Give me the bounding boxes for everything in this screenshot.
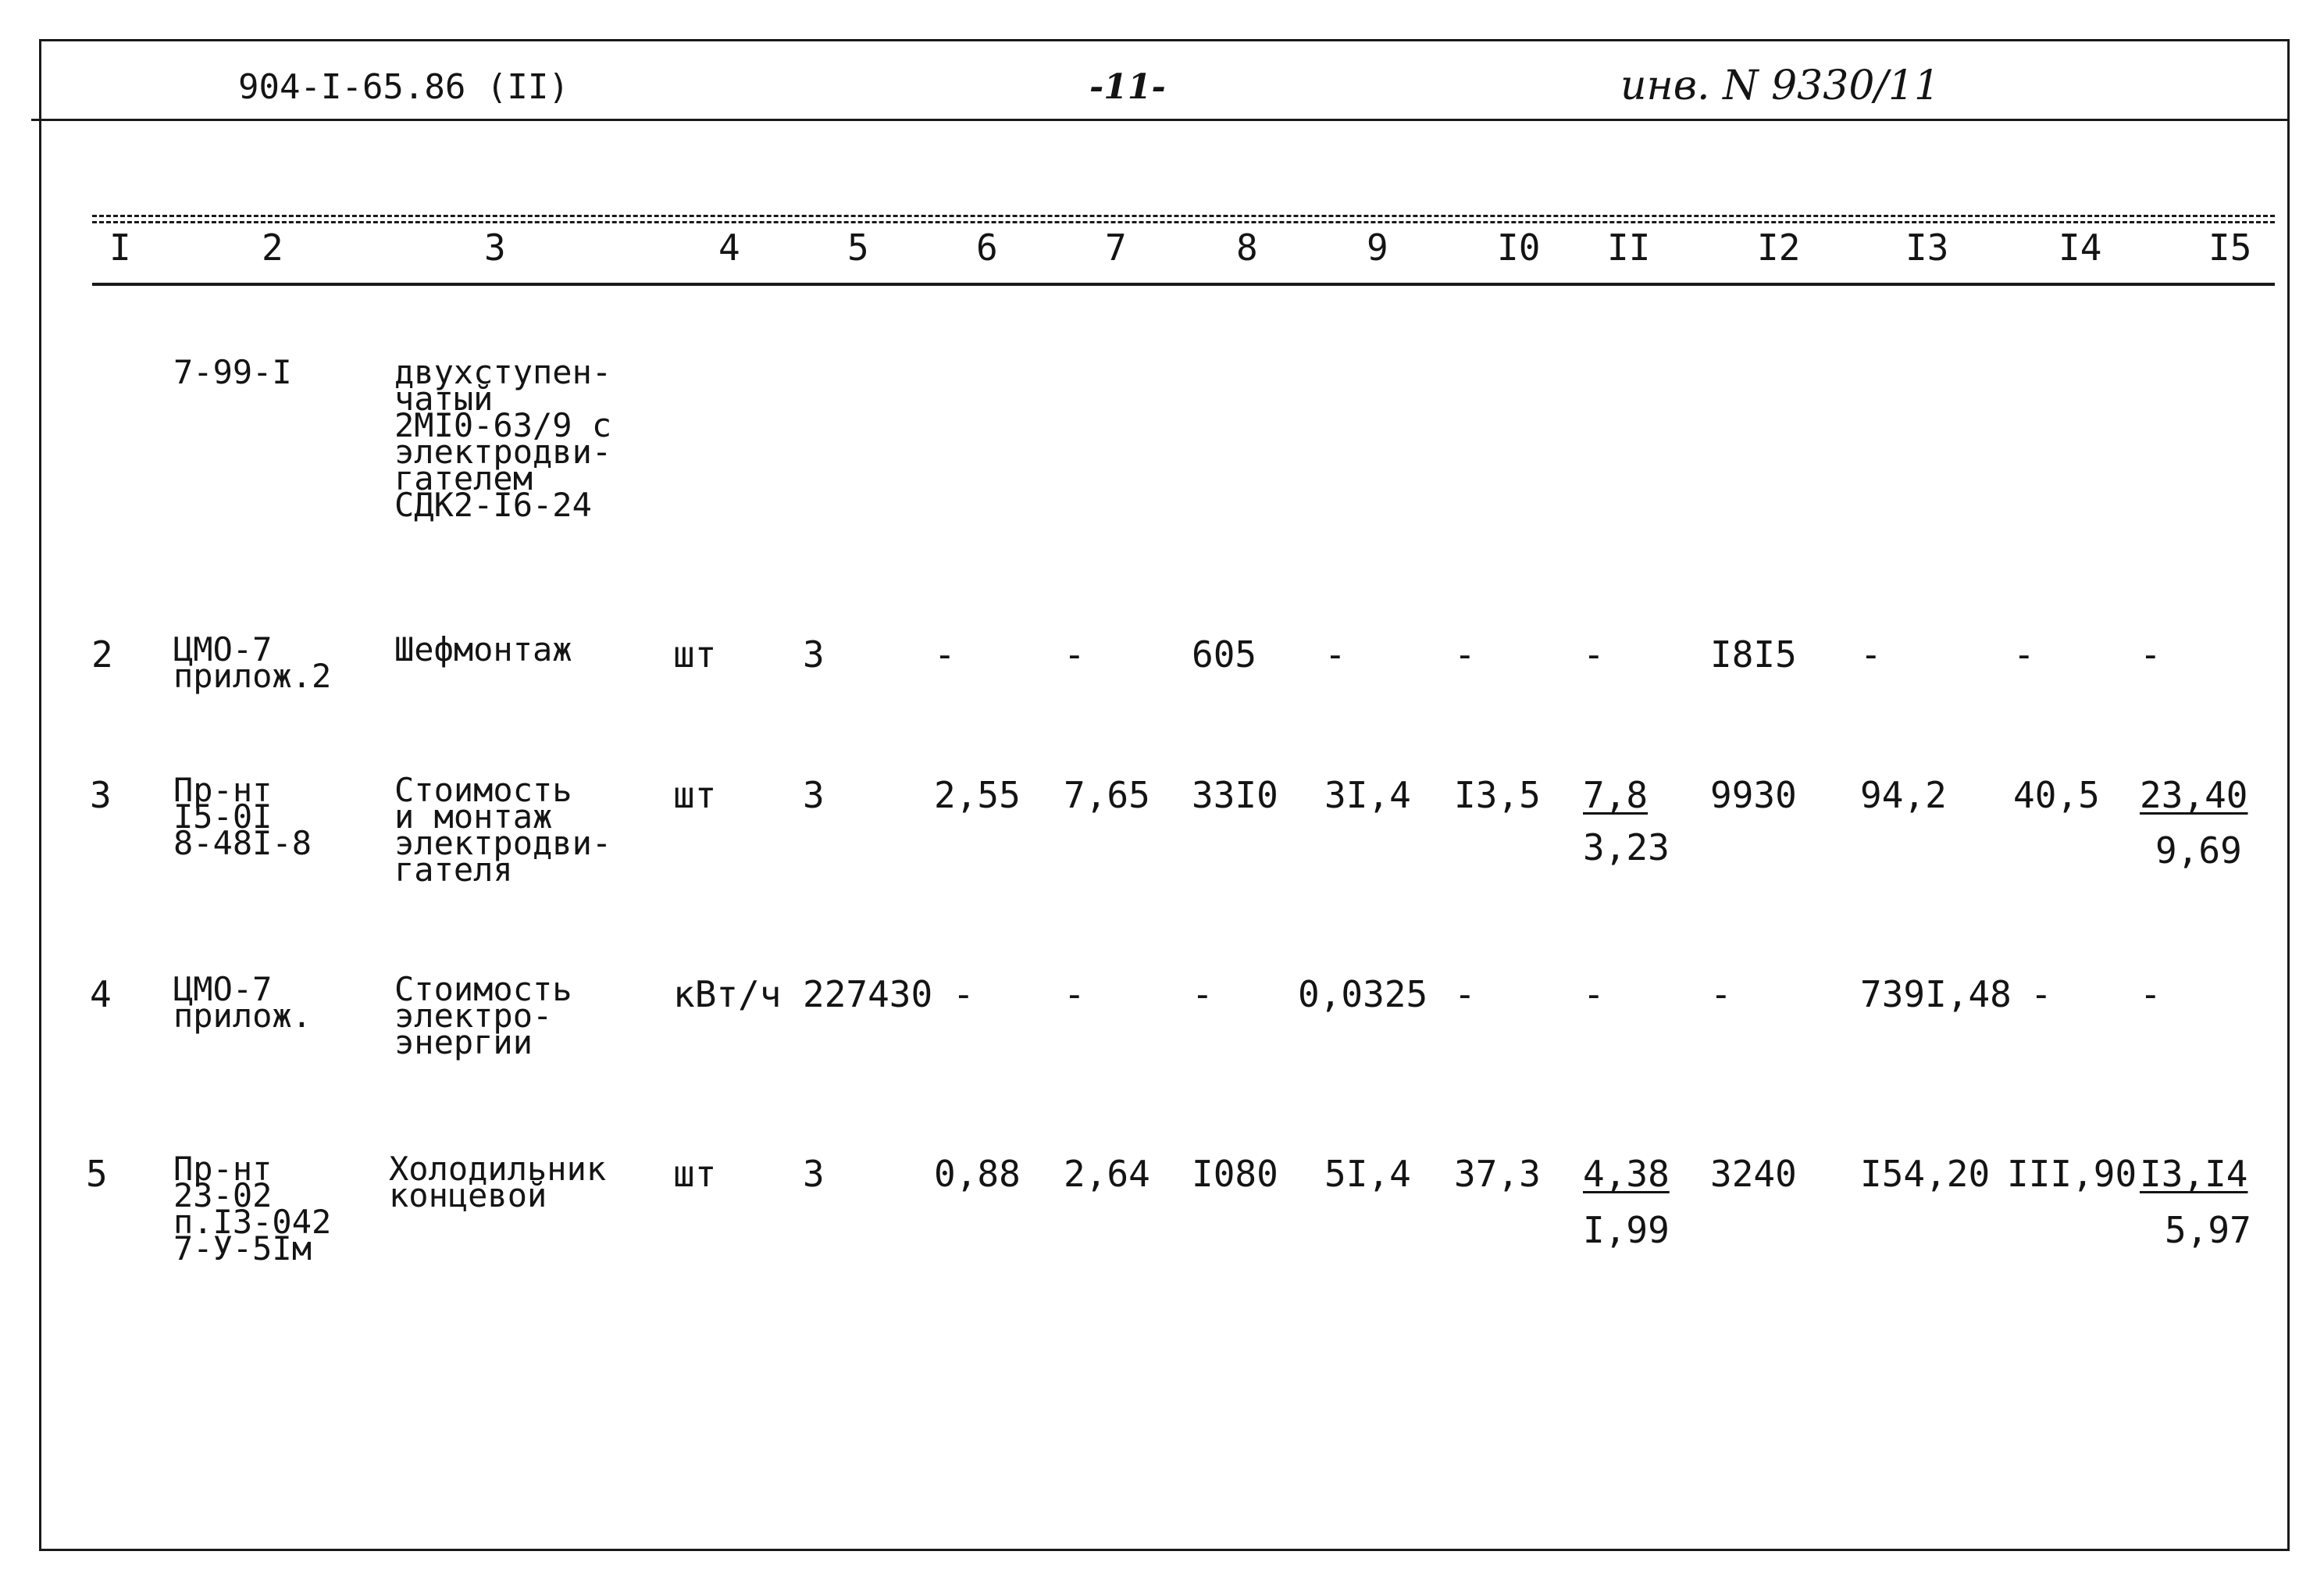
row2-col9: - <box>1324 633 1346 676</box>
table-header-rule <box>92 283 2275 286</box>
row3-col10: I3,5 <box>1454 774 1541 816</box>
row5-col14: III,90 <box>2007 1153 2137 1195</box>
column-number-3: 3 <box>484 226 506 269</box>
row2-col11: - <box>1583 633 1605 676</box>
column-number-10: I0 <box>1497 226 1541 269</box>
row2-col8: 605 <box>1192 633 1257 676</box>
row5-col15-top: I3,I4 <box>2140 1153 2248 1195</box>
row2-col10: - <box>1454 633 1476 676</box>
column-number-14: I4 <box>2058 226 2102 269</box>
row3-col8: 33I0 <box>1192 774 1278 816</box>
row4-col1: 4 <box>90 973 112 1015</box>
inventory-number: инв. N 9330/11 <box>1620 62 1941 109</box>
row4-col8: - <box>1192 973 1214 1015</box>
row2-col2: ЦМО-7 прилож.2 <box>173 630 332 695</box>
row3-col3: Стоимость и монтаж электродви- гателя <box>394 771 612 889</box>
page-number: -11- <box>1089 67 1166 107</box>
column-number-4: 4 <box>718 226 740 269</box>
column-number-9: 9 <box>1367 226 1388 269</box>
row1-col2: 7-99-I <box>173 353 292 391</box>
table-top-rule-2 <box>92 221 2275 223</box>
row4-col2: ЦМО-7 прилож. <box>173 970 312 1035</box>
column-number-7: 7 <box>1105 226 1127 269</box>
column-number-15: I5 <box>2208 226 2252 269</box>
column-number-2: 2 <box>262 226 283 269</box>
row5-col13: I54,20 <box>1860 1153 1991 1195</box>
row4-col12: - <box>1710 973 1732 1015</box>
row3-col15-top: 23,40 <box>2140 774 2248 816</box>
column-number-13: I3 <box>1905 226 1949 269</box>
row2-col13: - <box>1860 633 1882 676</box>
row5-col10: 37,3 <box>1454 1153 1541 1195</box>
row5-col5: 3 <box>803 1153 825 1195</box>
row4-col5: 227430 <box>803 973 933 1015</box>
row4-col11: - <box>1583 973 1605 1015</box>
row2-col12: I8I5 <box>1710 633 1797 676</box>
row4-col10: - <box>1454 973 1476 1015</box>
row2-col1: 2 <box>91 633 113 676</box>
row5-col1: 5 <box>86 1153 108 1195</box>
row5-col3: Холодильник концевой <box>389 1150 607 1214</box>
row4-col14: - <box>2030 973 2052 1015</box>
row4-col3: Стоимость электро- энергии <box>394 970 572 1061</box>
row3-col7: 7,65 <box>1064 774 1150 816</box>
row5-col15-bottom: 5,97 <box>2165 1209 2251 1251</box>
document-code: 904-I-65.86 (II) <box>238 67 569 107</box>
row3-col1: 3 <box>90 774 112 816</box>
table-top-rule <box>92 215 2275 217</box>
row4-col13: 739I,48 <box>1860 973 2012 1015</box>
column-number-11: II <box>1607 226 1651 269</box>
row2-col5: 3 <box>803 633 825 676</box>
row5-col4: шт <box>673 1153 717 1195</box>
row3-col12: 9930 <box>1710 774 1797 816</box>
row2-col3: Шефмонтаж <box>394 630 572 669</box>
row5-col2: Пр-нт 23-02 п.I3-042 7-У-5Iм <box>173 1150 332 1268</box>
row2-col7: - <box>1064 633 1085 676</box>
row4-col6: - <box>953 973 975 1015</box>
column-number-5: 5 <box>847 226 869 269</box>
row5-col9: 5I,4 <box>1324 1153 1411 1195</box>
row3-col6: 2,55 <box>934 774 1021 816</box>
row3-col9: 3I,4 <box>1324 774 1411 816</box>
row3-col14: 40,5 <box>2013 774 2100 816</box>
header-divider <box>31 119 2290 121</box>
row5-col6: 0,88 <box>934 1153 1021 1195</box>
row2-col15: - <box>2140 633 2162 676</box>
row5-col7: 2,64 <box>1064 1153 1150 1195</box>
column-number-1: I <box>109 226 131 269</box>
row3-col2: Пр-нт I5-0I 8-48I-8 <box>173 771 312 862</box>
row4-col9: 0,0325 <box>1298 973 1428 1015</box>
row4-col4: кВт/ч <box>673 973 782 1015</box>
row5-col11-top: 4,38 <box>1583 1153 1670 1195</box>
row3-col11-bottom: 3,23 <box>1583 826 1670 868</box>
row5-col8: I080 <box>1192 1153 1278 1195</box>
row2-col4: шт <box>673 633 717 676</box>
row2-col14: - <box>2013 633 2035 676</box>
row2-col6: - <box>934 633 956 676</box>
row5-col11-bottom: I,99 <box>1583 1209 1670 1251</box>
row3-col15-bottom: 9,69 <box>2155 829 2242 872</box>
column-number-6: 6 <box>976 226 998 269</box>
column-number-12: I2 <box>1757 226 1801 269</box>
row4-col15: - <box>2140 973 2162 1015</box>
row1-col3: двухступен- чатый 2МI0-63/9 с электродви- гателем СДК2-I6-24 <box>394 353 612 524</box>
document-sheet <box>39 39 2290 1551</box>
row3-col5: 3 <box>803 774 825 816</box>
column-number-8: 8 <box>1236 226 1258 269</box>
row3-col11-top: 7,8 <box>1583 774 1649 816</box>
row5-col12: 3240 <box>1710 1153 1797 1195</box>
row3-col4: шт <box>673 774 717 816</box>
row4-col7: - <box>1064 973 1085 1015</box>
row3-col13: 94,2 <box>1860 774 1947 816</box>
